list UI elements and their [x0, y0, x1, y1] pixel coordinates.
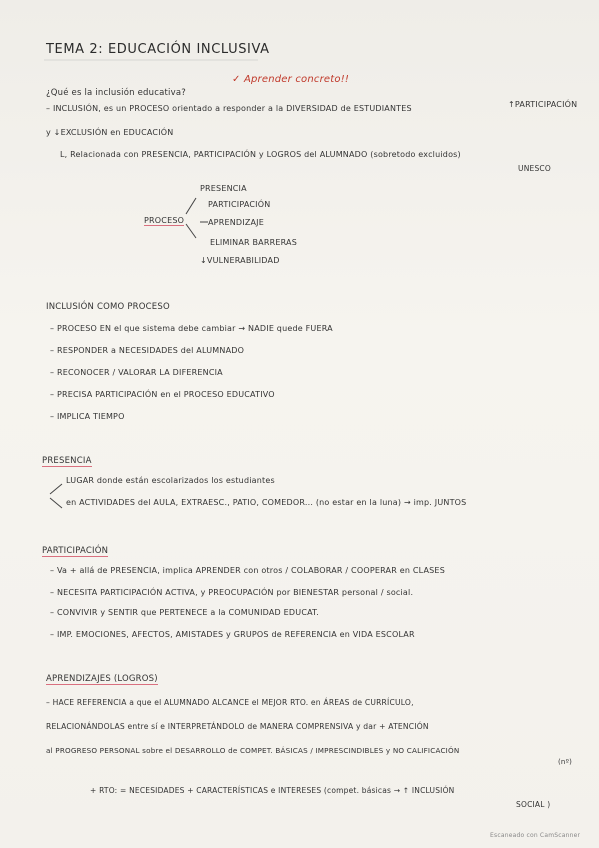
participacion-up-note: ↑PARTICIPACIÓN — [508, 100, 578, 109]
section-heading-presencia: PRESENCIA — [42, 456, 92, 466]
section-heading-proceso: INCLUSIÓN COMO PROCESO — [46, 302, 170, 312]
list-item: – PROCESO EN el que sistema debe cambiar → NADIE quede FUERA — [50, 324, 333, 333]
list-item: en ACTIVIDADES del AULA, EXTRAESC., PATIO, COMEDOR... (no estar en la luna) → imp. JUNTOS — [66, 498, 467, 507]
list-item: – RECONOCER / VALORAR LA DIFERENCIA — [50, 368, 223, 377]
list-item: LUGAR donde están escolarizados los estudiantes — [66, 476, 275, 485]
question: ¿Qué es la inclusión educativa? — [46, 88, 186, 98]
definition-line-3: L, Relacionada con PRESENCIA, PARTICIPACIÓN y LOGROS del ALUMNADO (sobretodo excluidos) — [60, 150, 461, 159]
definition-line-2: y ↓EXCLUSIÓN en EDUCACIÓN — [46, 128, 174, 137]
list-item: – CONVIVIR y SENTIR que PERTENECE a la COMUNIDAD EDUCAT. — [50, 608, 320, 617]
diagram-item: ↓VULNERABILIDAD — [200, 256, 280, 265]
list-item: – NECESITA PARTICIPACIÓN ACTIVA, y PREOCUPACIÓN por BIENESTAR personal / social. — [50, 588, 414, 597]
list-item: – Va + allá de PRESENCIA, implica APRENDER con otros / COLABORAR / COOPERAR en CLASES — [50, 566, 445, 575]
formula-end: SOCIAL ) — [516, 800, 551, 809]
list-item: – PRECISA PARTICIPACIÓN en el PROCESO EDUCATIVO — [50, 390, 275, 399]
list-item: (nº) — [558, 758, 572, 766]
diagram-root: PROCESO — [144, 216, 185, 225]
red-note: ✓ Aprender concreto!! — [232, 74, 350, 85]
diagram-item: ELIMINAR BARRERAS — [210, 238, 298, 247]
diagram-item: APRENDIZAJE — [208, 218, 264, 227]
section-heading-aprendizajes: APRENDIZAJES (LOGROS) — [46, 674, 158, 684]
list-item: – HACE REFERENCIA a que el ALUMNADO ALCANCE el MEJOR RTO. en ÁREAS de CURRÍCULO, — [46, 698, 414, 707]
section-heading-participacion: PARTICIPACIÓN — [42, 546, 109, 556]
list-item: – IMPLICA TIEMPO — [50, 412, 125, 421]
unesco-note: UNESCO — [518, 164, 551, 173]
definition-line-1: – INCLUSIÓN, es un PROCESO orientado a responder a la DIVERSIDAD de ESTUDIANTES — [46, 104, 412, 113]
list-item: RELACIONÁNDOLAS entre sí e INTERPRETÁNDOLO de MANERA COMPRENSIVA y dar + ATENCIÓN — [46, 722, 429, 731]
formula: + RTO: = NECESIDADES + CARACTERÍSTICAS e INTERESES (compet. básicas → ↑ INCLUSIÓN — [90, 786, 455, 795]
list-item: – RESPONDER a NECESIDADES del ALUMNADO — [50, 346, 245, 355]
page-title: TEMA 2: EDUCACIÓN INCLUSIVA — [46, 42, 270, 57]
diagram-item: PRESENCIA — [200, 184, 247, 193]
list-item: – IMP. EMOCIONES, AFECTOS, AMISTADES y GRUPOS de REFERENCIA en VIDA ESCOLAR — [50, 630, 415, 639]
scanner-footer: Escaneado con CamScanner — [490, 832, 581, 839]
list-item: al PROGRESO PERSONAL sobre el DESARROLLO de COMPET. BÁSICAS / IMPRESCINDIBLES y NO CALIFICACIÓN — [46, 746, 460, 755]
diagram-item: PARTICIPACIÓN — [208, 200, 271, 209]
